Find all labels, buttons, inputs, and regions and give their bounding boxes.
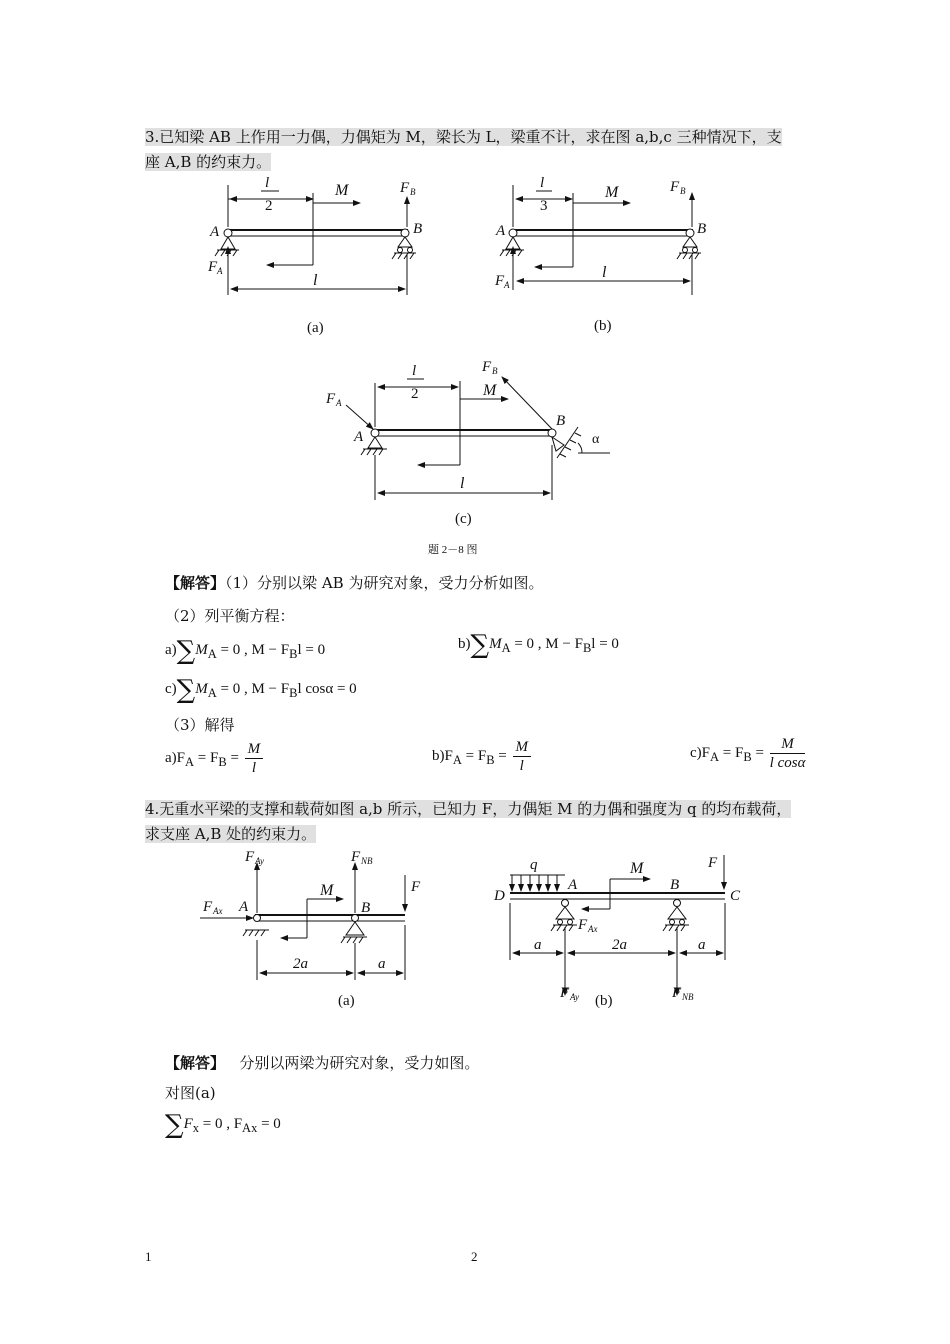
svg-text:M: M: [605, 184, 619, 201]
label-B: B: [413, 221, 423, 237]
equation-c: $c)\sum M_A = 0$ , $M - F_Bl$ cosα = 0: [165, 675, 357, 705]
figure-3b: [490, 175, 740, 340]
figure-4a: [195, 845, 435, 1015]
svg-text:3: 3: [540, 198, 548, 214]
svg-text:l: l: [460, 475, 465, 492]
solution-a: $a)F_A = F_B$ = $\frac{M}{l}$: [165, 740, 265, 777]
svg-text:F: F: [326, 391, 336, 407]
svg-text:(b): (b): [594, 318, 612, 334]
svg-text:l: l: [540, 175, 545, 191]
svg-text:M: M: [320, 882, 334, 899]
solution-c: $c)F_A = F_B$ = $\frac{M}{\text{l cosα}}$: [690, 736, 806, 771]
svg-text:A: A: [504, 280, 510, 290]
svg-text:a: a: [698, 937, 706, 953]
svg-text:NB: NB: [361, 856, 373, 866]
svg-text:2a: 2a: [293, 956, 308, 972]
figure-3a: [195, 175, 445, 340]
svg-text:F: F: [495, 273, 505, 289]
question-3-line1: 3.已知梁 AB 上作用一力偶，力偶矩为 M，梁长为 L，梁重不计，求在图 a,b,c 三种情况下，支: [145, 128, 782, 146]
question-4-line2: 求支座 A,B 处的约束力。: [145, 825, 317, 843]
figure-title: 题 2－8 图: [428, 544, 478, 556]
svg-text:q: q: [530, 857, 538, 873]
question-4: [145, 797, 835, 847]
svg-text:D: D: [494, 888, 505, 904]
solution-b: $b)F_A = F_B$ = $\frac{M}{l}$: [432, 738, 533, 775]
label-FA: F: [208, 259, 218, 275]
svg-text:A: A: [336, 398, 342, 408]
label-M: M: [335, 182, 349, 199]
answer-3-step2: （2）列平衡方程：: [165, 607, 295, 625]
svg-text:a: a: [534, 937, 542, 953]
svg-text:B: B: [680, 186, 686, 196]
svg-text:B: B: [361, 900, 371, 916]
svg-text:l: l: [602, 264, 607, 281]
answer-4-step1: 【解答】 分别以两梁为研究对象，受力如图。: [165, 1054, 480, 1072]
page-number: 2: [471, 1249, 478, 1264]
svg-text:B: B: [697, 221, 707, 237]
svg-text:F: F: [560, 985, 570, 1001]
svg-text:F: F: [245, 849, 255, 865]
svg-text:A: A: [568, 877, 578, 893]
svg-text:F: F: [482, 359, 492, 375]
equation-4a: $\sum F_x = 0$ , $F_{Ax} = 0$: [165, 1110, 281, 1140]
answer-3-step3: （3）解得: [165, 716, 235, 734]
svg-text:l: l: [313, 272, 318, 289]
svg-text:F: F: [670, 179, 680, 195]
equation-a: $a)\sum M_A = 0$ , $M - F_Bl = 0$: [165, 636, 326, 666]
svg-text:A: A: [239, 899, 249, 915]
svg-text:M: M: [630, 860, 644, 877]
label-2: 2: [265, 198, 273, 214]
label-alpha: α: [592, 432, 600, 447]
svg-text:B: B: [556, 413, 566, 429]
question-4-line1: 4.无重水平梁的支撑和载荷如图 a,b 所示，已知力 F，力偶矩 M 的力偶和强度为 q 的均布载荷，: [145, 800, 792, 818]
svg-text:F: F: [351, 849, 361, 865]
question-3: [145, 125, 825, 175]
svg-text:B: B: [670, 877, 680, 893]
answer-4-sub: 对图(a): [165, 1084, 216, 1102]
svg-text:l: l: [412, 363, 417, 379]
svg-text:B: B: [492, 366, 498, 376]
figure-3c: [320, 355, 620, 565]
svg-text:A: A: [496, 223, 506, 239]
label-FB: F: [400, 180, 410, 196]
svg-text:(a): (a): [338, 993, 355, 1009]
svg-text:Ax: Ax: [588, 924, 598, 934]
label-l: l: [265, 175, 270, 191]
label-A: A: [210, 224, 220, 240]
svg-text:2a: 2a: [612, 937, 627, 953]
question-3-line2: 座 A,B 的约束力。: [145, 153, 272, 171]
svg-text:F: F: [578, 917, 588, 933]
svg-text:A: A: [354, 429, 364, 445]
svg-text:2: 2: [411, 386, 419, 402]
svg-text:(b): (b): [595, 993, 613, 1009]
svg-text:A: A: [217, 266, 223, 276]
svg-text:Ay: Ay: [255, 856, 264, 866]
svg-text:F: F: [203, 899, 213, 915]
footer-left: 1: [145, 1249, 152, 1264]
svg-text:NB: NB: [682, 992, 694, 1002]
svg-text:M: M: [483, 382, 497, 399]
svg-text:B: B: [410, 187, 416, 197]
svg-text:Ay: Ay: [570, 992, 579, 1002]
svg-text:(c): (c): [455, 511, 472, 527]
svg-text:F: F: [672, 985, 682, 1001]
caption-a: (a): [307, 320, 324, 336]
svg-text:Ax: Ax: [213, 906, 223, 916]
svg-text:a: a: [378, 956, 386, 972]
figure-4b: [490, 845, 760, 1020]
svg-text:C: C: [730, 888, 741, 904]
answer-3-step1: 【解答】（1）分别以梁 AB 为研究对象，受力分析如图。: [165, 574, 544, 592]
svg-text:F: F: [708, 855, 718, 871]
equation-b: $b)\sum M_A = 0$ , $M - F_Bl = 0$: [458, 630, 619, 660]
svg-text:F: F: [411, 879, 421, 895]
